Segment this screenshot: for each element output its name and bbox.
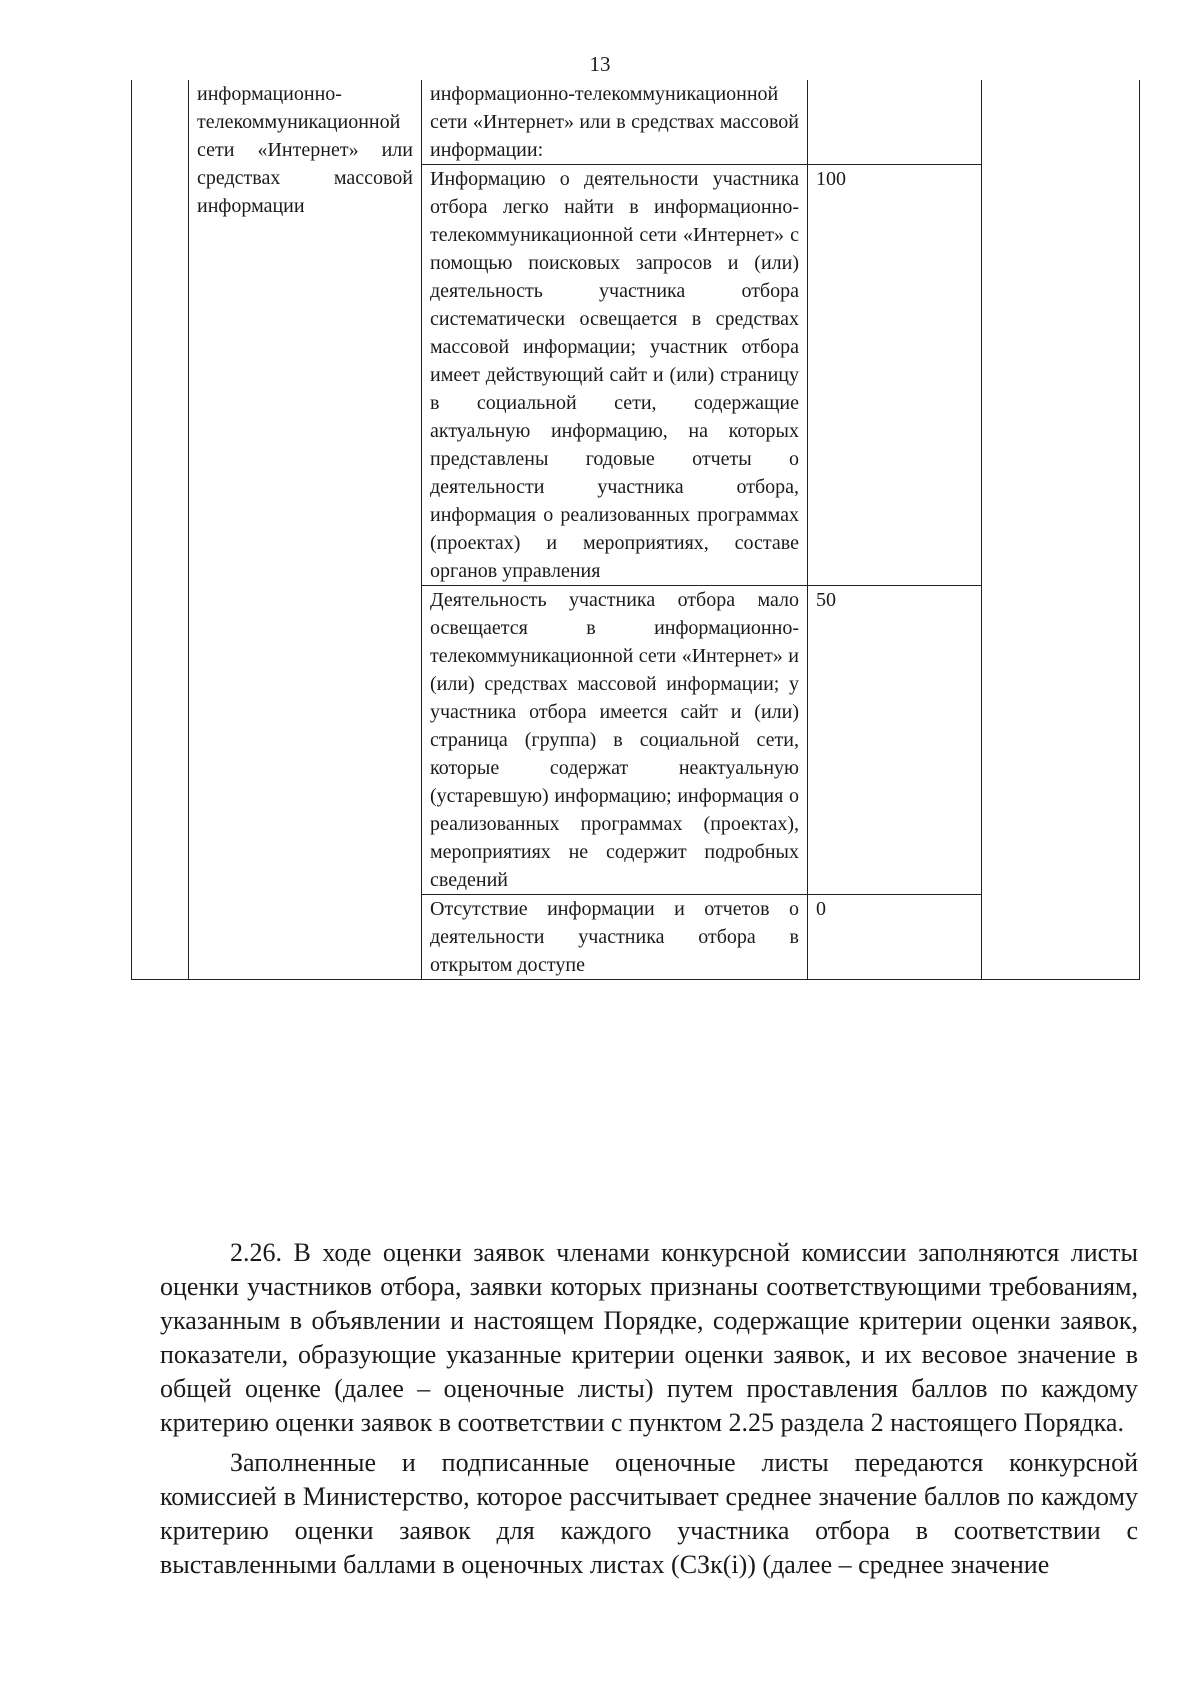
page-number: 13 bbox=[589, 52, 611, 76]
row-score: 0 bbox=[816, 898, 826, 920]
description-cell bbox=[422, 586, 808, 895]
row-description: Отсутствие информации и отчетов о деятельности участника отбора в открытом доступе bbox=[430, 898, 799, 976]
row-description: Информацию о деятельности участника отбора легко найти в информационно-телекоммуникационной сети «Интернет» с помощью поисковых запросов и (или) деятельность участника отбора систематически освещается в средствах массовой информации; участник отбора имеет действующий сайт и (или) страницу в социальной сети, содержащие актуальную информацию, на которых представлены годовые отчеты о деятельности участника отбора, информация о реализованных программах (проектах) и мероприятиях, составе органов управления bbox=[430, 168, 799, 582]
row-score: 50 bbox=[816, 589, 836, 611]
description-cell bbox=[422, 165, 808, 586]
row-description: Деятельность участника отбора мало освещается в информационно-телекоммуникационной сети «Интернет» и (или) средствах массовой информации; у участника отбора имеется сайт и (или) страница (группа) в социальной сети, которые содержат неактуальную (устаревшую) информацию; информация о реализованных программах (проектах), мероприятиях не содержит подробных сведений bbox=[430, 589, 799, 891]
description-cell bbox=[422, 80, 808, 165]
score-cell bbox=[808, 895, 982, 980]
row-score: 100 bbox=[816, 168, 846, 190]
criterion-text: информационно-телекоммуникационной сети «Интернет» или средствах массовой информации bbox=[197, 83, 413, 217]
number-cell bbox=[132, 80, 189, 980]
score-cell bbox=[808, 80, 982, 165]
header-description: информационно-телекоммуникационной сети «Интернет» или в средствах массовой информации: bbox=[430, 83, 799, 161]
criterion-cell bbox=[189, 80, 422, 980]
score-cell bbox=[808, 586, 982, 895]
criteria-table bbox=[131, 80, 1140, 980]
extra-cell bbox=[982, 80, 1140, 980]
body-text bbox=[160, 1236, 1138, 1588]
table-row bbox=[132, 80, 1140, 165]
description-cell bbox=[422, 895, 808, 980]
paragraph: Заполненные и подписанные оценочные листы передаются конкурсной комиссией в Министерство, которое рассчитывает среднее значение баллов по каждому критерию оценки заявок для каждого участника отбора в соответствии с выставленными баллами в оценочных листах (СЗк(i)) (далее – среднее значение bbox=[160, 1448, 1138, 1579]
score-cell bbox=[808, 165, 982, 586]
paragraph: 2.26. В ходе оценки заявок членами конкурсной комиссии заполняются листы оценки участников отбора, заявки которых признаны соответствующими требованиям, указанным в объявлении и настоящем Порядке, содержащие критерии оценки заявок, показатели, образующие указанные критерии оценки заявок, и их весовое значение в общей оценке (далее – оценочные листы) путем проставления баллов по каждому критерию оценки заявок в соответствии с пунктом 2.25 раздела 2 настоящего Порядка. bbox=[160, 1238, 1138, 1437]
